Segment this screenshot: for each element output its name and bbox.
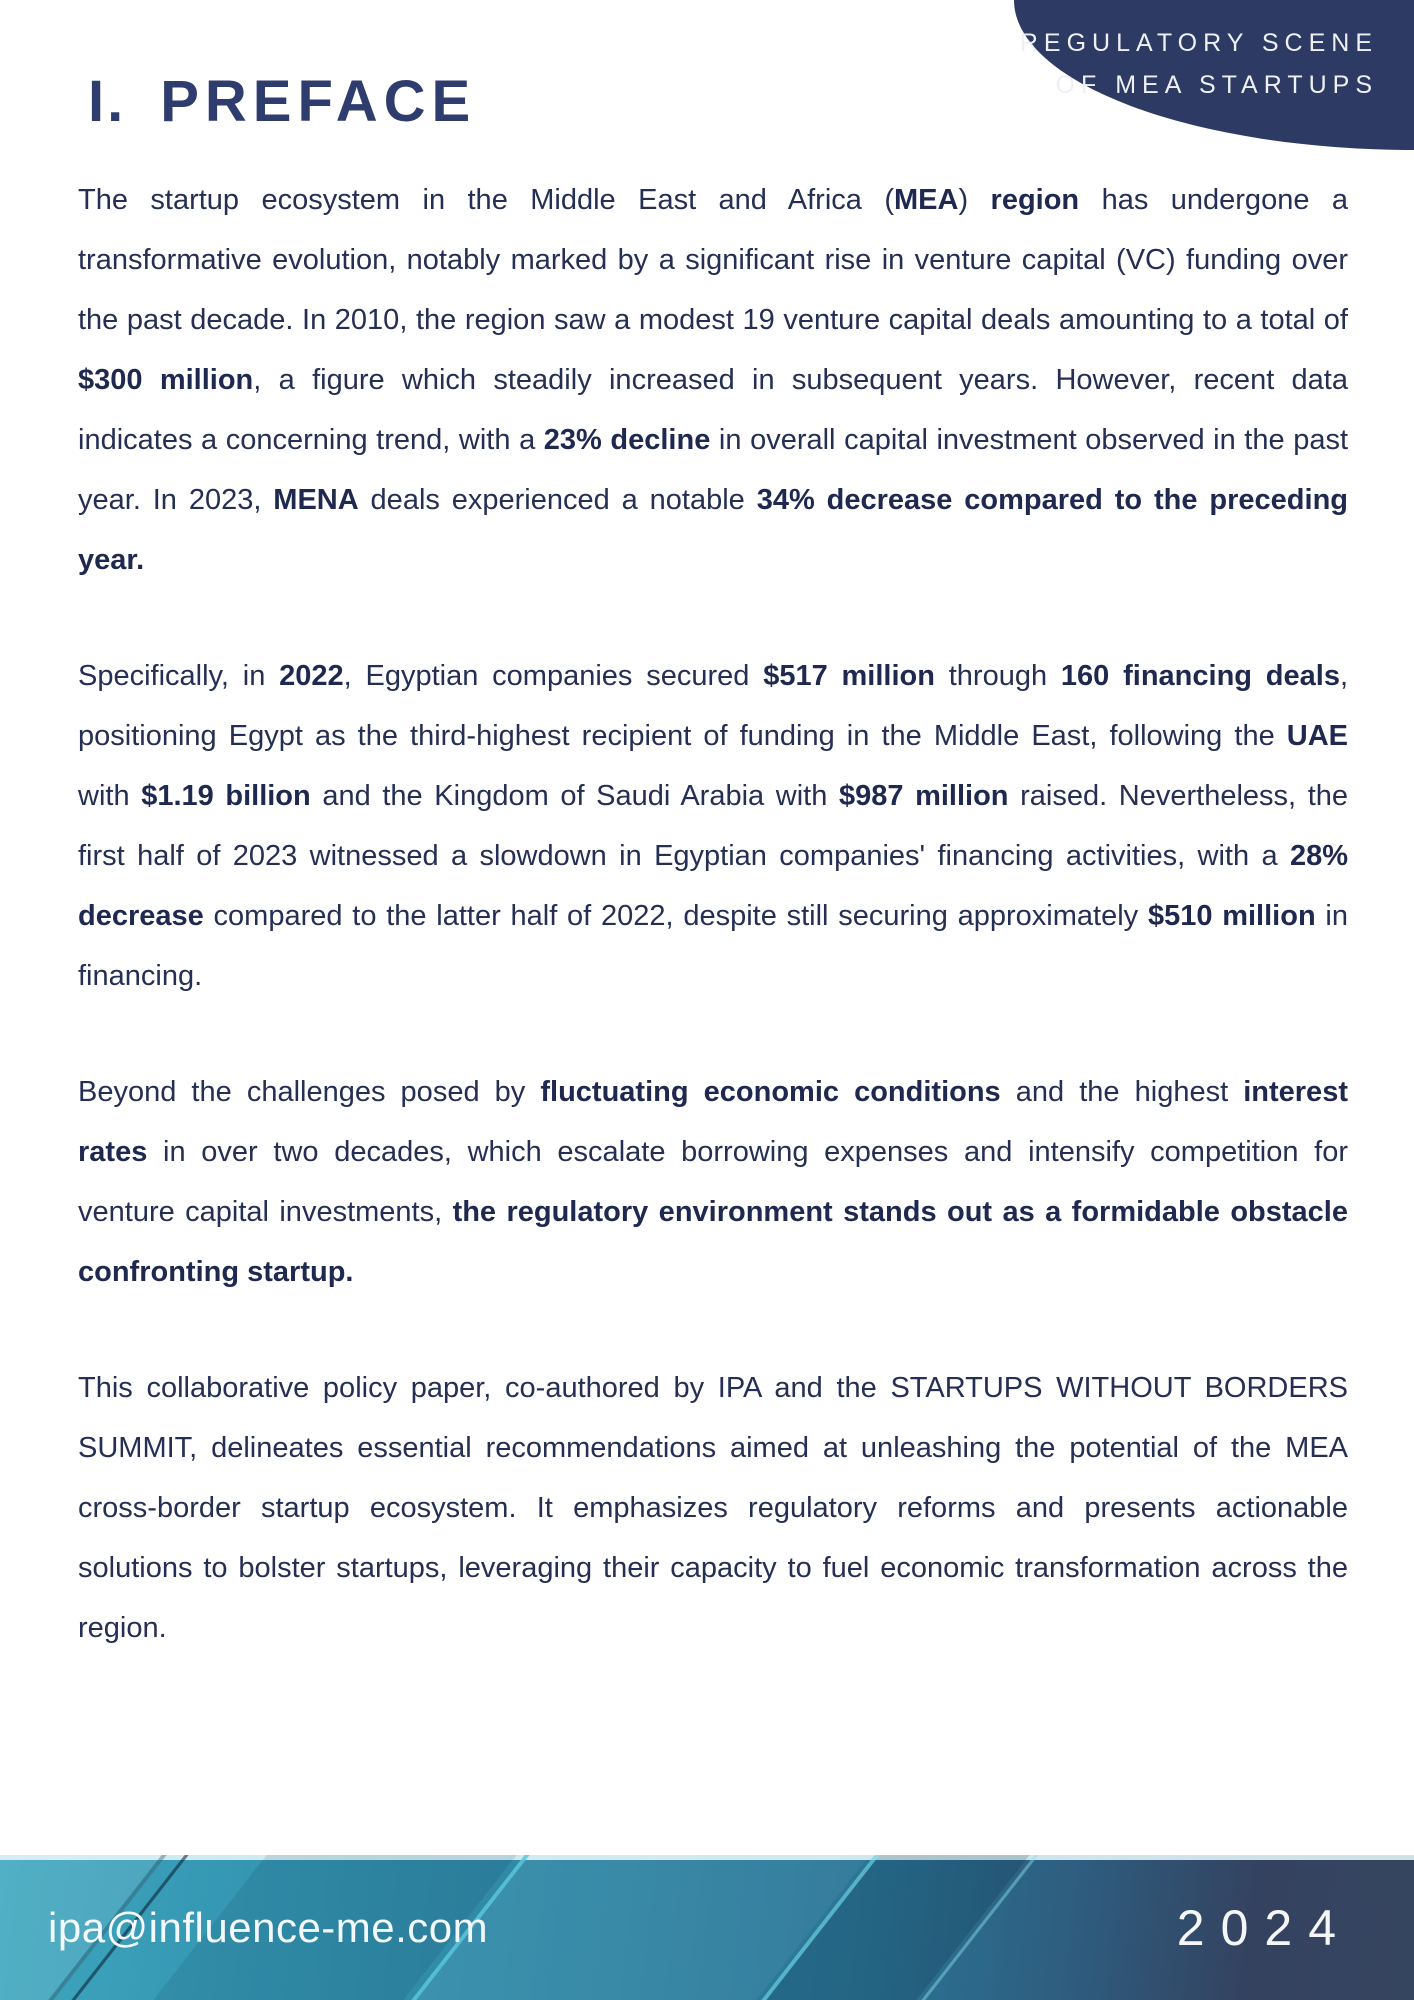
bold-text-run: 23% decline (543, 424, 711, 456)
bold-text-run: UAE (1286, 720, 1348, 752)
text-run: deals experienced a notable (358, 484, 757, 516)
text-run: has undergone a transformative evolution, notably marked by a significant rise in venture capital (VC) funding over the past decade. In 2010, the region saw a modest 19 venture capital deals amounting to a total of (78, 184, 1349, 336)
bold-text-run: interest rates (78, 1076, 1348, 1168)
text-run: Beyond the challenges posed by (78, 1076, 541, 1108)
text-run: This collaborative policy paper, co-authored by IPA and the STARTUPS WITHOUT BORDERS SUMMIT, delineates essential recommendations aimed at unleashing the potential of the MEA cross-border startup ecosystem. It emphasizes regulatory reforms and presents actionable solutions to bolster startups, leveraging their capacity to fuel economic transformation across the region. (78, 1372, 1348, 1644)
text-run: raised. Nevertheless, the first half of 2023 witnessed a slowdown in Egyptian companies' financing activities, with a (78, 780, 1349, 872)
bold-text-run: MENA (273, 484, 359, 516)
page-footer (0, 1855, 1414, 2000)
text-run: , positioning Egypt as the third-highest recipient of funding in the Middle East, following the (78, 660, 1349, 752)
bold-text-run: $1.19 billion (141, 780, 311, 812)
paragraph (78, 646, 1348, 1006)
contact-email[interactable]: ipa@influence-me.com (48, 1903, 489, 1951)
bold-text-run: region (990, 184, 1080, 216)
bold-text-run: the regulatory environment stands out as a formidable obstacle confronting startup. (78, 1196, 1348, 1288)
bold-text-run: $517 million (763, 660, 935, 692)
text-run: , Egyptian companies secured (343, 660, 764, 692)
bold-text-run: fluctuating economic conditions (540, 1076, 1001, 1108)
text-run: with (78, 780, 142, 812)
section-title-text: PREFACE (160, 69, 477, 134)
text-run: and the Kingdom of Saudi Arabia with (310, 780, 839, 812)
bold-text-run: 2022 (279, 660, 344, 692)
text-run: and the highest (1000, 1076, 1244, 1108)
text-run: in financing. (78, 900, 1349, 992)
bold-text-run: $987 million (838, 780, 1009, 812)
page-title (88, 68, 476, 135)
paragraph (78, 1062, 1348, 1302)
footer-year: 2024 (1176, 1899, 1352, 1956)
corner-badge (1014, 0, 1414, 150)
bold-text-run: MEA (893, 184, 959, 216)
text-run: through (934, 660, 1061, 692)
text-run: , a figure which steadily increased in subsequent years. However, recent data indicates a concerning trend, with a (78, 364, 1348, 456)
bold-text-run: $300 million (78, 364, 254, 396)
text-run: ) (958, 184, 991, 216)
bold-text-run: 28% decrease (78, 840, 1348, 932)
text-run: in over two decades, which escalate borrowing expenses and intensify competition for venture capital investments, (78, 1136, 1348, 1228)
badge-line-1: REGULATORY SCENE (1019, 29, 1378, 57)
paragraph (78, 170, 1348, 590)
bold-text-run: 34% decrease compared to the preceding year. (78, 484, 1348, 576)
badge-line-2: OF MEA STARTUPS (1055, 71, 1378, 99)
text-run: The startup ecosystem in the Middle East and Africa ( (78, 184, 894, 216)
text-run: compared to the latter half of 2022, despite still securing approximately (203, 900, 1148, 932)
bold-text-run: $510 million (1147, 900, 1316, 932)
section-numeral: I. (88, 69, 127, 134)
bold-text-run: 160 financing deals (1060, 660, 1340, 692)
body-paragraphs (0, 170, 1414, 1714)
text-run: Specifically, in (78, 660, 280, 692)
paragraph (78, 1358, 1348, 1658)
text-run: in overall capital investment observed in the past year. In 2023, (78, 424, 1349, 516)
